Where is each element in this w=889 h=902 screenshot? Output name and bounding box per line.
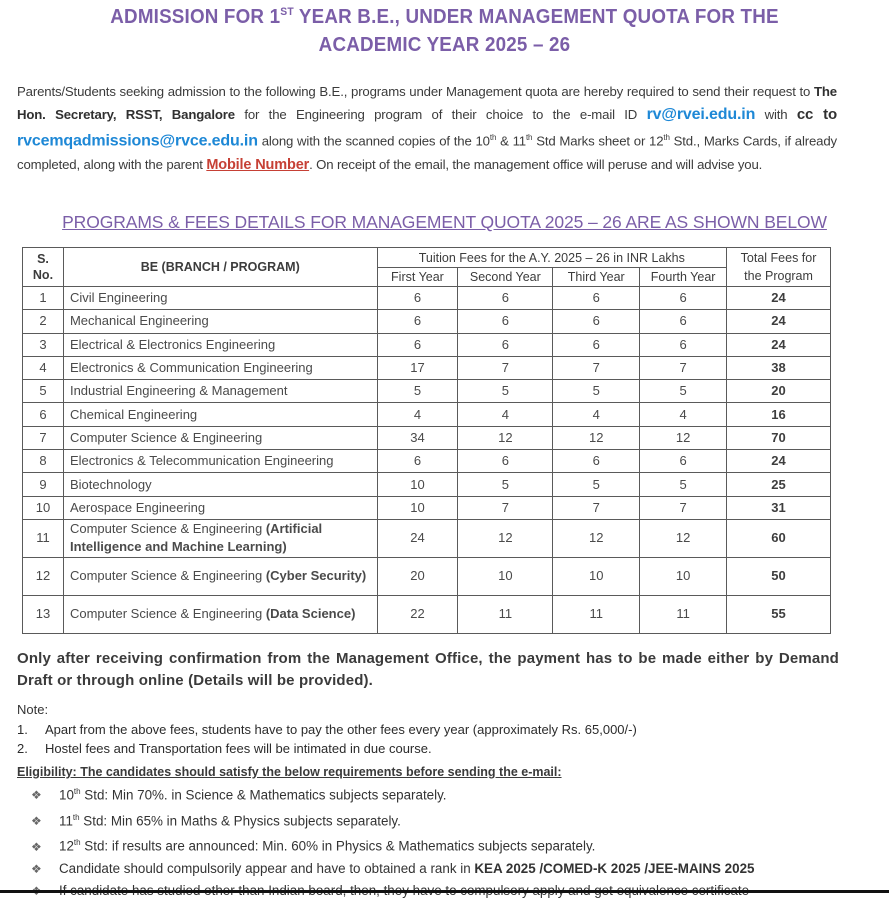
cell-fourth-year: 12 [640, 426, 727, 449]
table-row [23, 557, 831, 595]
superscript: th [525, 133, 533, 143]
eligibility-text: Std: Min 65% in Maths & Physics subjects separately. [79, 813, 401, 829]
note-item [17, 739, 877, 758]
note-number: 1. [17, 722, 28, 737]
cell-sno: 9 [23, 473, 64, 496]
eligibility-list [31, 781, 881, 902]
cell-fourth-year: 7 [640, 356, 727, 379]
cell-second-year: 4 [458, 403, 553, 426]
cell-branch [63, 287, 377, 310]
fees-table [22, 247, 831, 634]
cell-second-year: 12 [458, 426, 553, 449]
cell-branch [63, 380, 377, 403]
intro-text: for the Engineering program of their choice to the e-mail ID [234, 107, 647, 123]
cell-third-year: 7 [553, 356, 640, 379]
notes-list [17, 720, 877, 758]
cell-branch [63, 496, 377, 519]
cell-sno: 2 [23, 310, 64, 333]
cell-second-year: 7 [458, 356, 553, 379]
mobile-number-highlight: Mobile Number [206, 157, 310, 173]
cell-fourth-year: 11 [640, 595, 727, 633]
cell-third-year: 6 [553, 450, 640, 473]
cell-third-year: 7 [553, 496, 640, 519]
eligibility-item [31, 781, 881, 807]
cell-first-year: 5 [377, 380, 458, 403]
cell-second-year: 12 [458, 519, 553, 557]
diamond-bullet-icon: ❖ [31, 788, 42, 803]
cell-first-year: 6 [377, 310, 458, 333]
cell-third-year: 4 [553, 403, 640, 426]
cell-fourth-year: 6 [640, 450, 727, 473]
table-row [23, 333, 831, 356]
cell-third-year: 11 [553, 595, 640, 633]
cell-fourth-year: 5 [640, 473, 727, 496]
cell-sno: 1 [23, 287, 64, 310]
cell-fourth-year: 7 [640, 496, 727, 519]
diamond-bullet-icon: ❖ [31, 862, 42, 877]
cell-sno: 11 [23, 519, 64, 557]
diamond-bullet-icon: ❖ [31, 839, 42, 854]
page-title-line-1 [27, 6, 863, 29]
cell-first-year: 10 [377, 473, 458, 496]
branch-name: Electronics & Communication Engineering [69, 360, 313, 376]
cell-second-year: 6 [458, 287, 553, 310]
header-tuition-group: Tuition Fees for the A.Y. 2025 – 26 in INR Lakhs [377, 248, 727, 268]
note-item [17, 720, 877, 739]
grade-number: 12 [59, 838, 74, 854]
branch-name: Mechanical Engineering [69, 313, 209, 329]
cell-third-year: 12 [553, 426, 640, 449]
table-row [23, 426, 831, 449]
cell-first-year: 4 [377, 403, 458, 426]
cell-sno: 6 [23, 403, 64, 426]
cell-fourth-year: 10 [640, 557, 727, 595]
cell-fourth-year: 4 [640, 403, 727, 426]
header-branch: BE (BRANCH / PROGRAM) [63, 248, 377, 287]
fees-section-heading: PROGRAMS & FEES DETAILS FOR MANAGEMENT QUOTA 2025 – 26 ARE AS SHOWN BELOW [62, 212, 827, 232]
eligibility-text: Std: Min 70%. in Science & Mathematics subjects separately. [80, 787, 447, 803]
cell-second-year: 6 [458, 310, 553, 333]
cell-second-year: 10 [458, 557, 553, 595]
cell-fourth-year: 6 [640, 310, 727, 333]
cell-sno: 8 [23, 450, 64, 473]
cell-third-year: 6 [553, 287, 640, 310]
intro-text: with [755, 107, 797, 123]
branch-name: Computer Science & Engineering [69, 568, 266, 584]
superscript: th [489, 133, 497, 143]
cell-total: 38 [727, 356, 831, 379]
cc-label: cc to [796, 106, 837, 124]
cell-second-year: 11 [458, 595, 553, 633]
eligibility-item [31, 807, 881, 833]
cell-total: 25 [727, 473, 831, 496]
header-fourth-year: Fourth Year [640, 268, 727, 287]
table-row [23, 287, 831, 310]
branch-name: Biotechnology [69, 476, 152, 492]
cell-total: 20 [727, 380, 831, 403]
branch-specialization: (Artificial Intelligence and Machine Learning) [69, 521, 323, 555]
cell-first-year: 24 [377, 519, 458, 557]
cell-second-year: 7 [458, 496, 553, 519]
cell-third-year: 5 [553, 473, 640, 496]
cell-branch [63, 426, 377, 449]
recipient: The Hon. Secretary, RSST, Bangalore [17, 84, 837, 123]
cell-branch [63, 403, 377, 426]
intro-text: Std., Marks Cards, if already completed, along with the parent [17, 133, 837, 172]
cell-sno: 7 [23, 426, 64, 449]
note-text: Apart from the above fees, students have to pay the other fees every year (approximately Rs. 65,000/-) [45, 722, 637, 737]
table-row [23, 310, 831, 333]
cell-first-year: 10 [377, 496, 458, 519]
cell-total: 50 [727, 557, 831, 595]
eligibility-text: Std: if results are announced: Min. 60% in Physics & Mathematics subjects separately. [80, 838, 596, 854]
cell-sno: 12 [23, 557, 64, 595]
cell-sno: 13 [23, 595, 64, 633]
cell-fourth-year: 5 [640, 380, 727, 403]
cell-branch [63, 557, 377, 595]
cell-total: 60 [727, 519, 831, 557]
cell-total: 55 [727, 595, 831, 633]
cell-first-year: 17 [377, 356, 458, 379]
cell-fourth-year: 6 [640, 287, 727, 310]
branch-name: Industrial Engineering & Management [69, 383, 288, 399]
cell-third-year: 6 [553, 333, 640, 356]
cell-second-year: 6 [458, 333, 553, 356]
cell-sno: 4 [23, 356, 64, 379]
cell-branch [63, 450, 377, 473]
superscript: th [73, 838, 81, 848]
table-row [23, 380, 831, 403]
payment-notice: Only after receiving confirmation from the Management Office, the payment has to be made either by Demand Draft or through online (Details will be provided). [17, 650, 839, 689]
primary-email-link[interactable]: rv@rvei.edu.in [646, 106, 756, 124]
cell-total: 24 [727, 310, 831, 333]
cell-branch [63, 356, 377, 379]
eligibility-text: Candidate should compulsorily appear and have to obtained a rank in [59, 861, 475, 877]
eligibility-item [31, 858, 881, 880]
cell-total: 70 [727, 426, 831, 449]
cell-sno: 10 [23, 496, 64, 519]
eligibility-heading: Eligibility: The candidates should satisfy the below requirements before sending the e-mail: [17, 765, 562, 779]
title-text: YEAR B.E., UNDER MANAGEMENT QUOTA FOR THE [293, 6, 779, 28]
note-number: 2. [17, 741, 28, 756]
title-superscript: ST [280, 6, 294, 18]
branch-name: Computer Science & Engineering [69, 606, 266, 622]
intro-text: & 11 [496, 133, 526, 149]
cell-sno: 3 [23, 333, 64, 356]
cell-third-year: 10 [553, 557, 640, 595]
cell-third-year: 5 [553, 380, 640, 403]
header-second-year: Second Year [458, 268, 553, 287]
title-text: ADMISSION FOR 1 [110, 6, 281, 28]
cell-branch [63, 595, 377, 633]
header-sno: S. No. [23, 248, 64, 287]
cell-total: 24 [727, 333, 831, 356]
eligibility-item [31, 832, 881, 858]
cell-sno: 5 [23, 380, 64, 403]
table-row [23, 356, 831, 379]
branch-name: Civil Engineering [69, 290, 168, 306]
superscript: th [663, 133, 670, 143]
cell-first-year: 20 [377, 557, 458, 595]
superscript: th [73, 787, 81, 796]
note-label: Note: [17, 702, 49, 717]
cell-fourth-year: 6 [640, 333, 727, 356]
table-row [23, 473, 831, 496]
branch-name: Electrical & Electronics Engineering [69, 336, 276, 352]
cell-branch [63, 310, 377, 333]
intro-text: Std Marks sheet or 12 [532, 133, 664, 149]
branch-name: Computer Science & Engineering [69, 521, 266, 537]
cell-total: 24 [727, 450, 831, 473]
note-text: Hostel fees and Transportation fees will be intimated in due course. [45, 741, 432, 756]
branch-name: Electronics & Telecommunication Engineering [69, 453, 334, 469]
cell-first-year: 6 [377, 333, 458, 356]
cell-first-year: 6 [377, 450, 458, 473]
intro-text: Parents/Students seeking admission to the following B.E., programs under Management quota are hereby required to send their request to [17, 84, 814, 99]
table-row [23, 595, 831, 633]
table-row [23, 403, 831, 426]
table-row [23, 519, 831, 557]
cell-second-year: 6 [458, 450, 553, 473]
cc-email-link[interactable]: rvcemqadmissions@rvce.edu.in [17, 132, 258, 150]
branch-name: Aerospace Engineering [69, 499, 206, 515]
table-row [23, 450, 831, 473]
entrance-exams: KEA 2025 /COMED-K 2025 /JEE-MAINS 2025 [474, 861, 755, 877]
cell-branch [63, 519, 377, 557]
branch-name: Chemical Engineering [69, 406, 198, 422]
branch-specialization: (Data Science) [265, 606, 356, 622]
header-total: Total Fees for the Program [727, 248, 831, 287]
grade-number: 11 [59, 813, 73, 829]
intro-paragraph [17, 80, 837, 177]
cell-second-year: 5 [458, 473, 553, 496]
cell-first-year: 34 [377, 426, 458, 449]
diamond-bullet-icon: ❖ [31, 814, 42, 829]
page-title-line-2: ACADEMIC YEAR 2025 – 26 [318, 34, 571, 56]
cell-branch [63, 473, 377, 496]
cell-total: 24 [727, 287, 831, 310]
cell-total: 16 [727, 403, 831, 426]
table-row [23, 496, 831, 519]
cell-fourth-year: 12 [640, 519, 727, 557]
grade-number: 10 [59, 787, 74, 803]
cell-first-year: 22 [377, 595, 458, 633]
intro-text: . On receipt of the email, the management office will peruse and will advise you. [309, 157, 763, 172]
branch-specialization: (Cyber Security) [265, 568, 367, 584]
cell-first-year: 6 [377, 287, 458, 310]
cell-third-year: 6 [553, 310, 640, 333]
cell-total: 31 [727, 496, 831, 519]
superscript: th [72, 812, 80, 822]
branch-name: Computer Science & Engineering [69, 429, 263, 445]
header-first-year: First Year [377, 268, 458, 287]
intro-text: along with the scanned copies of the 10 [257, 133, 490, 149]
cell-third-year: 12 [553, 519, 640, 557]
cell-second-year: 5 [458, 380, 553, 403]
cell-branch [63, 333, 377, 356]
fees-table-body [23, 287, 831, 634]
header-third-year: Third Year [553, 268, 640, 287]
